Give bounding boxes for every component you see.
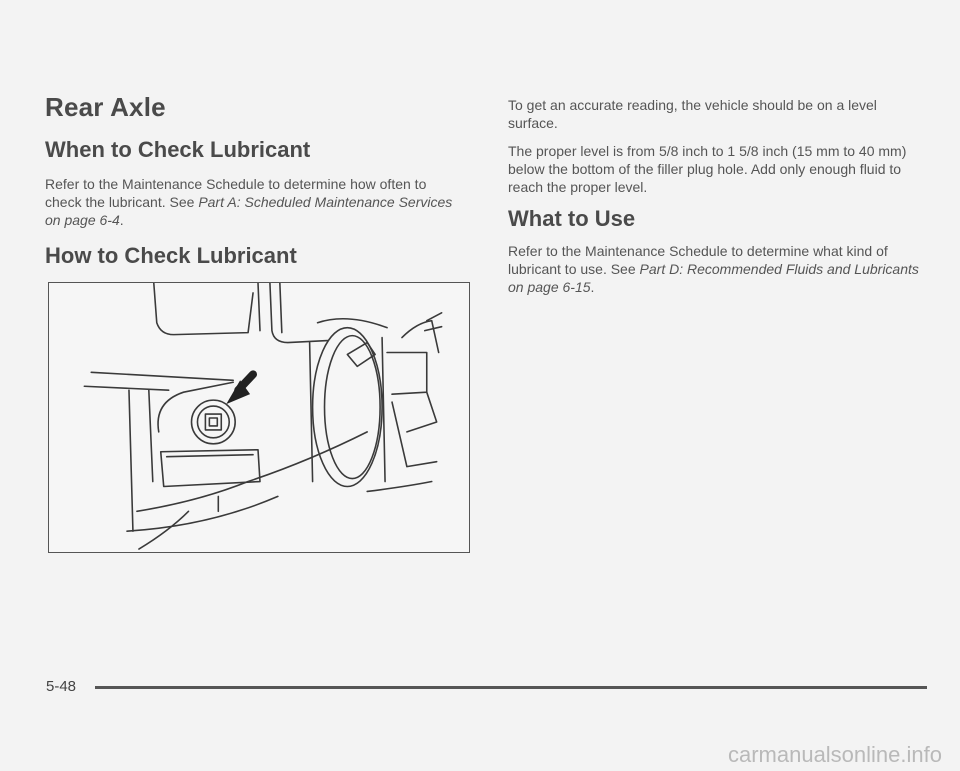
- what-reference-link: Part D: Recommended Fluids and Lubricants on page 6-15: [508, 261, 919, 295]
- when-reference-link: Part A: Scheduled Maintenance Services on page 6-4: [45, 194, 453, 228]
- what-to-use-heading: What to Use: [508, 206, 636, 231]
- proper-level-paragraph: The proper level is from 5/8 inch to 1 5/8 inch (15 mm to 40 mm) below the bottom of the filler plug hole. Add only enough fluid to reach the proper level.: [508, 143, 907, 195]
- what-to-use-paragraph: [508, 242, 928, 296]
- when-text-end: .: [119, 212, 124, 228]
- page-title: Rear Axle: [45, 92, 166, 122]
- how-heading: How to Check Lubricant: [45, 243, 297, 268]
- footer-rule: [95, 686, 927, 689]
- axle-illustration-svg: [49, 283, 469, 552]
- when-text: Refer to the Maintenance Schedule to determine how often to check the lubricant. See: [45, 176, 427, 210]
- left-column: [45, 92, 465, 269]
- site-watermark: carmanualsonline.info: [727, 742, 942, 767]
- page-number: 5-48: [46, 678, 77, 695]
- what-text: Refer to the Maintenance Schedule to determine what kind of lubricant to use. See: [508, 243, 888, 277]
- accuracy-paragraph: To get an accurate reading, the vehicle should be on a level surface.: [508, 97, 877, 131]
- right-column: [508, 96, 928, 296]
- axle-filler-plug-illustration: [48, 282, 470, 553]
- what-text-end: .: [590, 279, 595, 295]
- when-paragraph: [45, 175, 465, 229]
- when-heading: When to Check Lubricant: [45, 137, 311, 162]
